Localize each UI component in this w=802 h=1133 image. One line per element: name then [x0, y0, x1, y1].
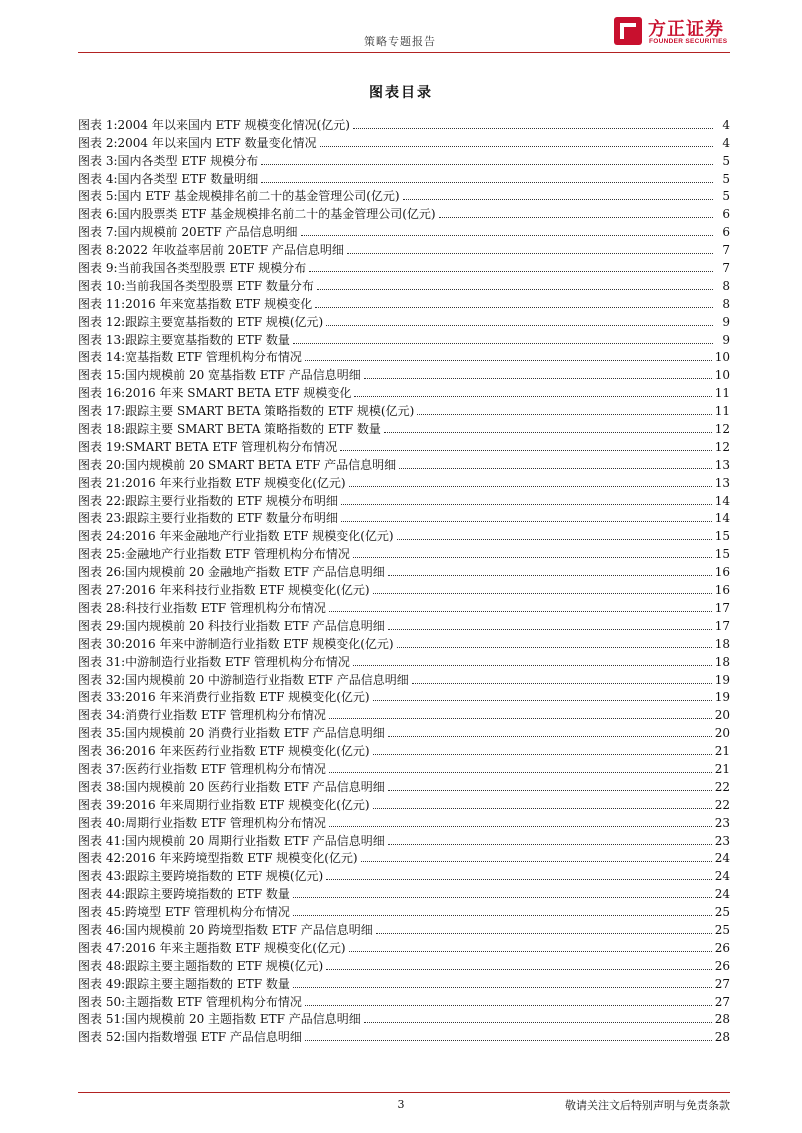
toc-dot-leader	[373, 593, 712, 594]
toc-dot-leader	[315, 307, 713, 308]
toc-entry-title: 跟踪主要主题指数的 ETF 数量	[125, 976, 290, 991]
toc-entry[interactable]	[78, 1009, 730, 1027]
toc-entry[interactable]	[78, 865, 730, 883]
toc-entry[interactable]	[78, 758, 730, 776]
toc-entry-title: 2016 年来行业指数 ETF 规模变化(亿元)	[125, 475, 346, 490]
toc-entry[interactable]	[78, 973, 730, 991]
toc-entry-label: 图表 24:	[78, 529, 126, 544]
toc-entry-title: 消费行业指数 ETF 管理机构分布情况	[125, 708, 326, 723]
toc-entry[interactable]	[78, 651, 730, 669]
toc-entry-label: 图表 39:	[78, 797, 126, 812]
toc-dot-leader	[305, 360, 712, 361]
toc-entry-label: 图表 50:	[78, 994, 126, 1009]
toc-dot-leader	[397, 539, 712, 540]
toc-entry-title: 国内规模前 20 周期行业指数 ETF 产品信息明细	[125, 833, 385, 848]
toc-dot-leader	[326, 879, 711, 880]
toc-entry-title: 国内规模前 20 宽基指数 ETF 产品信息明细	[125, 368, 361, 383]
toc-entry-page: 12	[714, 422, 730, 437]
toc-dot-leader	[341, 521, 712, 522]
toc-entry-page: 20	[714, 708, 730, 723]
toc-entry-page: 13	[714, 475, 730, 490]
toc-entry-title: 2016 年来医药行业指数 ETF 规模变化(亿元)	[125, 744, 370, 759]
toc-entry[interactable]	[78, 257, 730, 275]
toc-entry-label: 图表 17:	[78, 404, 126, 419]
toc-entry-page: 27	[714, 994, 730, 1009]
toc-dot-leader	[329, 772, 712, 773]
toc-entry-label: 图表 1:	[78, 117, 118, 132]
toc-dot-leader	[376, 933, 712, 934]
toc-entry-title: 当前我国各类型股票 ETF 规模分布	[117, 261, 307, 276]
toc-entry-title: 跟踪主要 SMART BETA 策略指数的 ETF 数量	[125, 422, 381, 437]
toc-entry-title: 国内规模前 20ETF 产品信息明细	[117, 225, 298, 240]
toc-entry-label: 图表 43:	[78, 869, 126, 884]
toc-entry-title: 国内规模前 20 消费行业指数 ETF 产品信息明细	[125, 726, 385, 741]
toc-entry[interactable]	[78, 579, 730, 597]
toc-entry-title: 周期行业指数 ETF 管理机构分布情况	[125, 815, 326, 830]
toc-dot-leader	[317, 289, 713, 290]
toc-entry[interactable]	[78, 364, 730, 382]
toc-entry[interactable]	[78, 597, 730, 615]
toc-entry-page: 6	[722, 207, 730, 222]
toc-entry-label: 图表 21:	[78, 475, 126, 490]
toc-dot-leader	[341, 504, 712, 505]
toc-entry-page: 15	[714, 547, 730, 562]
toc-entry-label: 图表 41:	[78, 833, 126, 848]
toc-dot-leader	[353, 557, 712, 558]
toc-entry-label: 图表 32:	[78, 672, 126, 687]
toc-entry-label: 图表 12:	[78, 314, 126, 329]
toc-dot-leader	[347, 253, 713, 254]
toc-entry-page: 26	[714, 940, 730, 955]
toc-entry-title: 跟踪主要宽基指数的 ETF 规模(亿元)	[125, 314, 324, 329]
toc-dot-leader	[403, 199, 713, 200]
toc-entry-title: 国内规模前 20 跨境型指数 ETF 产品信息明细	[125, 922, 373, 937]
toc-entry-page: 8	[722, 296, 730, 311]
toc-entry-label: 图表 28:	[78, 600, 126, 615]
toc-entry-page: 10	[714, 368, 730, 383]
toc-entry-page: 4	[722, 117, 730, 132]
toc-dot-leader	[261, 164, 713, 165]
toc-dot-leader	[309, 271, 713, 272]
toc-entry[interactable]	[78, 293, 730, 311]
toc-dot-leader	[293, 343, 713, 344]
toc-entry-page: 18	[714, 636, 730, 651]
toc-entry-label: 图表 44:	[78, 887, 126, 902]
toc-dot-leader	[417, 414, 711, 415]
toc-entry[interactable]	[78, 991, 730, 1009]
toc-entry-title: 2016 年来 SMART BETA ETF 规模变化	[125, 386, 352, 401]
toc-entry[interactable]	[78, 382, 730, 400]
toc-entry-title: 科技行业指数 ETF 管理机构分布情况	[125, 600, 326, 615]
toc-entry-title: 国内指数增强 ETF 产品信息明细	[125, 1030, 302, 1045]
toc-entry-label: 图表 2:	[78, 135, 118, 150]
toc-entry-label: 图表 30:	[78, 636, 126, 651]
toc-entry[interactable]	[78, 329, 730, 347]
toc-entry[interactable]	[78, 114, 730, 132]
toc-dot-leader	[364, 1022, 712, 1023]
toc-dot-leader	[349, 951, 712, 952]
toc-dot-leader	[388, 629, 712, 630]
toc-entry-page: 23	[714, 833, 730, 848]
toc-entry-page: 24	[714, 851, 730, 866]
toc-dot-leader	[340, 450, 711, 451]
toc-entry-title: 国内各类型 ETF 规模分布	[117, 153, 259, 168]
toc-entry-title: 国内规模前 20 SMART BETA ETF 产品信息明细	[125, 457, 397, 472]
toc-entry[interactable]	[78, 472, 730, 490]
toc-entry-label: 图表 15:	[78, 368, 126, 383]
toc-entry-label: 图表 36:	[78, 744, 126, 759]
toc-dot-leader	[261, 182, 713, 183]
toc-entry-label: 图表 22:	[78, 493, 126, 508]
toc-entry-label: 图表 29:	[78, 618, 126, 633]
toc-dot-leader	[397, 647, 712, 648]
toc-entry-page: 14	[714, 493, 730, 508]
toc-entry-title: 2004 年以来国内 ETF 规模变化情况(亿元)	[117, 117, 350, 132]
toc-entry-label: 图表 20:	[78, 457, 126, 472]
footer-divider	[78, 1092, 730, 1093]
toc-entry-title: 国内规模前 20 医药行业指数 ETF 产品信息明细	[125, 779, 385, 794]
toc-entry-page: 15	[714, 529, 730, 544]
toc-dot-leader	[305, 1005, 712, 1006]
toc-entry-page: 22	[714, 779, 730, 794]
toc-entry[interactable]	[78, 669, 730, 687]
toc-dot-leader	[329, 718, 712, 719]
toc-entry[interactable]	[78, 347, 730, 365]
toc-entry-page: 9	[722, 314, 730, 329]
toc-entry-page: 7	[722, 243, 730, 258]
toc-entry-label: 图表 47:	[78, 940, 126, 955]
toc-dot-leader	[388, 844, 712, 845]
toc-entry[interactable]	[78, 275, 730, 293]
toc-entry[interactable]	[78, 794, 730, 812]
page-header	[0, 0, 802, 56]
toc-entry-title: 国内股票类 ETF 基金规模排名前二十的基金管理公司(亿元)	[117, 207, 436, 222]
toc-entry-title: 2016 年来金融地产行业指数 ETF 规模变化(亿元)	[125, 529, 394, 544]
toc-entry-page: 21	[714, 744, 730, 759]
toc-entry[interactable]	[78, 848, 730, 866]
toc-entry[interactable]	[78, 150, 730, 168]
toc-entry-label: 图表 6:	[78, 207, 118, 222]
toc-entry-page: 17	[714, 618, 730, 633]
toc-dot-leader	[326, 969, 711, 970]
toc-entry-label: 图表 25:	[78, 547, 126, 562]
toc-entry-title: 2016 年来主题指数 ETF 规模变化(亿元)	[125, 940, 346, 955]
toc-entry-title: 跟踪主要 SMART BETA 策略指数的 ETF 规模(亿元)	[125, 404, 415, 419]
toc-entry-label: 图表 10:	[78, 278, 126, 293]
toc-entry-page: 10	[714, 350, 730, 365]
toc-entry-title: 跟踪主要主题指数的 ETF 规模(亿元)	[125, 958, 324, 973]
toc-entry-page: 22	[714, 797, 730, 812]
toc-entry-title: 2016 年来中游制造行业指数 ETF 规模变化(亿元)	[125, 636, 394, 651]
toc-entry-label: 图表 48:	[78, 958, 126, 973]
toc-entry-page: 28	[714, 1012, 730, 1027]
toc-entry[interactable]	[78, 186, 730, 204]
toc-entry-page: 21	[714, 761, 730, 776]
toc-entry[interactable]	[78, 776, 730, 794]
report-type-title: 策略专题报告	[364, 35, 436, 48]
toc-dot-leader	[293, 915, 712, 916]
toc-entry-label: 图表 26:	[78, 565, 126, 580]
toc-entry[interactable]	[78, 203, 730, 221]
toc-entry-label: 图表 8:	[78, 243, 118, 258]
toc-entry-page: 13	[714, 457, 730, 472]
toc-entry[interactable]	[78, 901, 730, 919]
toc-entry-page: 23	[714, 815, 730, 830]
toc-entry-label: 图表 31:	[78, 654, 126, 669]
toc-entry[interactable]	[78, 239, 730, 257]
toc-entry-page: 25	[714, 905, 730, 920]
toc-dot-leader	[329, 826, 712, 827]
toc-dot-leader	[305, 1040, 712, 1041]
toc-heading: 图表目录	[369, 85, 433, 101]
toc-entry-label: 图表 51:	[78, 1012, 126, 1027]
toc-entry-label: 图表 3:	[78, 153, 118, 168]
toc-entry[interactable]	[78, 418, 730, 436]
toc-dot-leader	[412, 683, 712, 684]
toc-entry-page: 6	[722, 225, 730, 240]
toc-entry-page: 18	[714, 654, 730, 669]
toc-dot-leader	[293, 897, 712, 898]
toc-entry-title: 跟踪主要跨境指数的 ETF 规模(亿元)	[125, 869, 324, 884]
toc-entry[interactable]	[78, 812, 730, 830]
toc-entry-page: 24	[714, 869, 730, 884]
toc-entry[interactable]	[78, 543, 730, 561]
toc-dot-leader	[301, 235, 714, 236]
toc-entry-title: 2022 年收益率居前 20ETF 产品信息明细	[117, 243, 344, 258]
toc-entry[interactable]	[78, 1026, 730, 1044]
toc-entry-page: 17	[714, 600, 730, 615]
toc-dot-leader	[293, 987, 712, 988]
toc-entry-title: 金融地产行业指数 ETF 管理机构分布情况	[125, 547, 350, 562]
toc-entry-title: 国内规模前 20 科技行业指数 ETF 产品信息明细	[125, 618, 385, 633]
toc-dot-leader	[320, 146, 713, 147]
toc-entry-page: 16	[714, 583, 730, 598]
toc-entry-page: 12	[714, 439, 730, 454]
toc-entry-page: 27	[714, 976, 730, 991]
toc-entry-page: 11	[714, 404, 730, 419]
disclaimer-text: 敬请关注文后特别声明与免责条款	[565, 1099, 730, 1112]
toc-entry-title: 2004 年以来国内 ETF 数量变化情况	[117, 135, 317, 150]
company-logo	[614, 14, 734, 50]
page-number: 3	[397, 1098, 405, 1111]
toc-entry-title: 2016 年来跨境型指数 ETF 规模变化(亿元)	[125, 851, 358, 866]
toc-entry[interactable]	[78, 919, 730, 937]
toc-entry-page: 26	[714, 958, 730, 973]
toc-entry[interactable]	[78, 168, 730, 186]
toc-entry-page: 5	[722, 171, 730, 186]
toc-entry-label: 图表 45:	[78, 905, 126, 920]
toc-entry-title: 国内规模前 20 主题指数 ETF 产品信息明细	[125, 1012, 361, 1027]
toc-entry-title: 中游制造行业指数 ETF 管理机构分布情况	[125, 654, 350, 669]
toc-entry[interactable]	[78, 132, 730, 150]
toc-entry-page: 7	[722, 261, 730, 276]
toc-entry-page: 8	[722, 278, 730, 293]
toc-entry[interactable]	[78, 400, 730, 418]
toc-entry-page: 16	[714, 565, 730, 580]
toc-entry-page: 28	[714, 1030, 730, 1045]
toc-entry-page: 9	[722, 332, 730, 347]
toc-dot-leader	[329, 611, 712, 612]
toc-entry-label: 图表 14:	[78, 350, 126, 365]
toc-entry[interactable]	[78, 490, 730, 508]
toc-dot-leader	[384, 432, 712, 433]
toc-entry-title: 医药行业指数 ETF 管理机构分布情况	[125, 761, 326, 776]
logo-english-name: FOUNDER SECURITIES	[649, 38, 728, 45]
toc-entry-page: 4	[722, 135, 730, 150]
toc-entry-title: 当前我国各类型股票 ETF 数量分布	[125, 278, 314, 293]
toc-entry-title: 主题指数 ETF 管理机构分布情况	[125, 994, 302, 1009]
toc-entry[interactable]	[78, 937, 730, 955]
toc-entry-title: 跨境型 ETF 管理机构分布情况	[125, 905, 290, 920]
toc-entry[interactable]	[78, 830, 730, 848]
toc-entry-page: 24	[714, 887, 730, 902]
founder-logo-icon	[614, 17, 642, 45]
toc-entry-title: 国内规模前 20 中游制造行业指数 ETF 产品信息明细	[125, 672, 409, 687]
toc-entry[interactable]	[78, 704, 730, 722]
header-divider	[78, 52, 730, 53]
toc-entry[interactable]	[78, 633, 730, 651]
toc-entry-label: 图表 52:	[78, 1030, 126, 1045]
toc-entry[interactable]	[78, 955, 730, 973]
toc-entry-label: 图表 18:	[78, 422, 126, 437]
toc-dot-leader	[361, 861, 712, 862]
toc-entry-page: 19	[714, 690, 730, 705]
toc-entry-label: 图表 9:	[78, 261, 118, 276]
toc-entry-title: 跟踪主要跨境指数的 ETF 数量	[125, 887, 290, 902]
toc-dot-leader	[388, 736, 712, 737]
toc-entry-label: 图表 33:	[78, 690, 126, 705]
toc-dot-leader	[399, 468, 712, 469]
toc-entry-page: 14	[714, 511, 730, 526]
toc-entry-label: 图表 4:	[78, 171, 118, 186]
toc-entry-label: 图表 34:	[78, 708, 126, 723]
logo-chinese-name: 方正证券	[648, 19, 724, 40]
toc-entry[interactable]	[78, 311, 730, 329]
toc-entry-label: 图表 11:	[78, 296, 126, 311]
toc-entry-title: 跟踪主要行业指数的 ETF 数量分布明细	[125, 511, 338, 526]
toc-entry-page: 11	[714, 386, 730, 401]
toc-entry[interactable]	[78, 883, 730, 901]
toc-entry-title: 2016 年来消费行业指数 ETF 规模变化(亿元)	[125, 690, 370, 705]
toc-entry-page: 5	[722, 153, 730, 168]
table-of-figures	[78, 114, 730, 1044]
toc-entry-label: 图表 40:	[78, 815, 126, 830]
toc-entry[interactable]	[78, 525, 730, 543]
toc-entry-label: 图表 5:	[78, 189, 118, 204]
toc-entry-title: 宽基指数 ETF 管理机构分布情况	[125, 350, 302, 365]
toc-entry-page: 5	[722, 189, 730, 204]
toc-entry[interactable]	[78, 436, 730, 454]
toc-dot-leader	[373, 808, 712, 809]
toc-entry-title: SMART BETA ETF 管理机构分布情况	[125, 439, 338, 454]
toc-entry[interactable]	[78, 221, 730, 239]
toc-entry[interactable]	[78, 740, 730, 758]
toc-dot-leader	[388, 790, 712, 791]
toc-dot-leader	[349, 486, 712, 487]
toc-entry[interactable]	[78, 687, 730, 705]
toc-entry-label: 图表 42:	[78, 851, 126, 866]
toc-entry-label: 图表 13:	[78, 332, 126, 347]
toc-entry-label: 图表 27:	[78, 583, 126, 598]
toc-entry[interactable]	[78, 615, 730, 633]
toc-entry-label: 图表 37:	[78, 761, 126, 776]
toc-entry[interactable]	[78, 508, 730, 526]
toc-dot-leader	[439, 217, 713, 218]
toc-entry-label: 图表 16:	[78, 386, 126, 401]
toc-entry-label: 图表 7:	[78, 225, 118, 240]
toc-entry-page: 20	[714, 726, 730, 741]
toc-entry-title: 2016 年来周期行业指数 ETF 规模变化(亿元)	[125, 797, 370, 812]
toc-entry-label: 图表 38:	[78, 779, 126, 794]
toc-entry-title: 跟踪主要行业指数的 ETF 规模分布明细	[125, 493, 338, 508]
toc-dot-leader	[388, 575, 712, 576]
toc-entry[interactable]	[78, 722, 730, 740]
toc-entry-title: 2016 年来宽基指数 ETF 规模变化	[125, 296, 313, 311]
toc-entry-label: 图表 49:	[78, 976, 126, 991]
toc-dot-leader	[353, 665, 712, 666]
toc-dot-leader	[364, 378, 712, 379]
toc-entry-page: 25	[714, 922, 730, 937]
toc-dot-leader	[326, 325, 713, 326]
toc-entry-page: 19	[714, 672, 730, 687]
toc-entry-label: 图表 23:	[78, 511, 126, 526]
toc-entry-title: 2016 年来科技行业指数 ETF 规模变化(亿元)	[125, 583, 370, 598]
toc-entry-label: 图表 19:	[78, 439, 126, 454]
toc-entry-title: 跟踪主要宽基指数的 ETF 数量	[125, 332, 290, 347]
toc-dot-leader	[354, 396, 711, 397]
toc-dot-leader	[353, 128, 713, 129]
toc-entry-title: 国内 ETF 基金规模排名前二十的基金管理公司(亿元)	[117, 189, 400, 204]
toc-dot-leader	[373, 700, 712, 701]
toc-entry[interactable]	[78, 561, 730, 579]
toc-entry[interactable]	[78, 454, 730, 472]
toc-dot-leader	[373, 754, 712, 755]
toc-entry-title: 国内各类型 ETF 数量明细	[117, 171, 259, 186]
toc-entry-title: 国内规模前 20 金融地产指数 ETF 产品信息明细	[125, 565, 385, 580]
toc-entry-label: 图表 46:	[78, 922, 126, 937]
toc-entry-label: 图表 35:	[78, 726, 126, 741]
